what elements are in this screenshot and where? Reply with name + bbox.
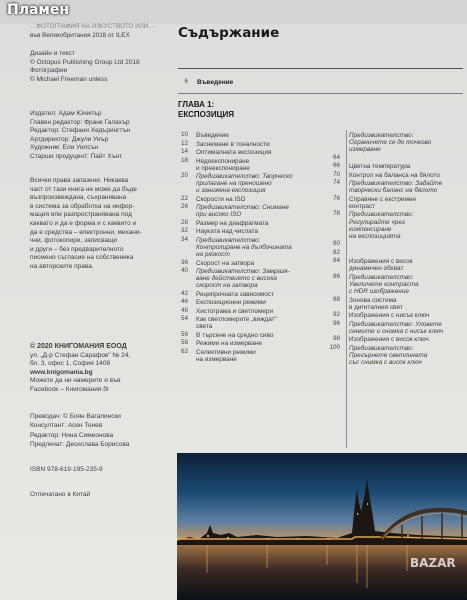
credit-line: © Michael Freeman unless <box>30 75 108 83</box>
toc-page-number: 76 <box>332 194 340 202</box>
toc-entry-label: В търсене на средно сиво <box>196 331 274 339</box>
toc-entry-label: света <box>196 323 213 331</box>
toc-entry-label: Изображения с нисък ключ <box>349 312 430 320</box>
watermark-badge: BAZAR <box>410 556 456 570</box>
toc-entry-label: с HDR изображение <box>349 288 409 295</box>
column-divider <box>346 130 347 448</box>
toc-page-number: 20 <box>180 172 188 180</box>
toc-page-number: 58 <box>180 339 188 347</box>
credit-line: Фотографии <box>30 67 68 75</box>
toc-entry-label: със снимка с висок ключ <box>349 358 422 366</box>
toc-page-number: 22 <box>180 194 188 202</box>
toc-entry-label: Цветна температура <box>349 163 411 171</box>
title-rule <box>178 68 463 69</box>
toc-page-number: 48 <box>180 306 188 314</box>
toc-entry-label: Въведение <box>196 132 229 139</box>
toc-page-number: 64 <box>332 153 340 161</box>
rights-line: каквато и да е форма и с каквито и <box>30 219 137 227</box>
toc-entry-label: Контрол на баланса на бялото <box>349 171 440 179</box>
toc-entry-label: на рязкост <box>196 251 230 259</box>
publisher-line: Можете да ни намерите и във <box>30 377 121 385</box>
rights-line: на авторските права. <box>30 262 94 270</box>
rights-line: да е средства – електронни, механи- <box>30 228 142 236</box>
toc-entry-label: Предизвикателство: <box>349 132 414 139</box>
credit-line: © Octopus Publishing Group Ltd 2018 <box>30 58 140 66</box>
toc-entry-label: Оптималната експозиция <box>196 149 272 156</box>
translation-line: Преводач: © Боян Вагалински <box>30 413 121 420</box>
toc-entry-label: Предизвикателство: <box>349 344 414 352</box>
toc-entry-label: Как светломерите „виждат" <box>196 316 277 324</box>
toc-page-number: 14 <box>180 148 188 155</box>
toc-entry-label: Недоекспониране <box>196 157 250 165</box>
toc-entry-label: Експозиционни режими <box>196 299 266 307</box>
toc-page-number: 34 <box>180 235 188 243</box>
chapter-title: ЕКСПОЗИЦИЯ <box>178 110 234 119</box>
toc-page-number: 86 <box>332 272 340 280</box>
toc-entry-label: Селективни режими <box>196 348 256 356</box>
toc-title: Съдържание <box>178 25 280 41</box>
publisher-line: ул. „Д-р Стефан Сарафов" № 24, <box>30 351 131 359</box>
publisher-line: Facebook – Книгомания.бг <box>30 385 110 393</box>
toc-page-number: 28 <box>180 218 188 226</box>
toc-page-number: 42 <box>180 289 188 297</box>
imprint-top <box>30 22 155 40</box>
rights-line: писмено съгласие на собственика <box>30 254 134 262</box>
staff-line: Старши продуцент: Пайт Хънт <box>30 152 123 160</box>
watermark: Пламен <box>7 2 70 18</box>
toc-entry-label: Скорости на ISO <box>196 195 246 203</box>
imprint-top-line: …ФОТОГРАФИЯ НА ИЗКУСТВОТО ИЛИ… <box>30 23 155 30</box>
toc-page-number: 32 <box>180 227 188 235</box>
toc-entry-label: Хистограма и светломери <box>196 307 274 315</box>
imprint-staff <box>30 110 130 162</box>
toc-entry-label: Предизвикателство: Замразя- <box>196 268 290 276</box>
staff-line: Художник: Ели Уилсън <box>30 144 99 152</box>
credit-line: Дизайн и текст <box>30 50 75 57</box>
toc-entry-label: творчески баланс на бялото <box>349 187 438 195</box>
rights-line: част от тази книга не може да бъде <box>30 185 137 193</box>
toc-page-number: 78 <box>332 210 340 218</box>
toc-entry-label: измерване <box>349 146 381 154</box>
toc-entry-label: компенсиране <box>349 225 392 233</box>
publisher-name: © 2020 КНИГОМАНИЯ ЕООД <box>30 343 127 350</box>
intro-rule <box>178 93 463 94</box>
toc-entry-label: и преекспониране <box>196 164 250 172</box>
toc-page-number: 84 <box>332 257 340 265</box>
toc-entry-label: скорост на затвора <box>196 282 258 290</box>
translation-line: Редактор: Нина Симеонова <box>30 431 114 439</box>
toc-entry-label: Предизвикателство: <box>349 211 414 219</box>
toc-entry-label: на експозицията <box>349 232 401 240</box>
toc-page-number: 98 <box>332 335 340 343</box>
toc-entry-label: Размер на диафрагмата <box>196 219 269 227</box>
toc-page-number: 92 <box>332 311 340 319</box>
rights-line: и други – без предварителното <box>30 245 124 253</box>
staff-line: Редактор: Стефани Хедърингтън <box>30 127 131 135</box>
toc-entry-label: в дигиталния свят <box>349 303 403 311</box>
top-shadow-band <box>0 0 467 24</box>
toc-entry-label: Предизвикателство: Снимане <box>196 204 289 212</box>
rights-line: възпроизвеждана, съхранявана <box>30 194 127 202</box>
toc-page-number: 6 <box>184 78 188 85</box>
toc-page-number: 26 <box>180 203 188 211</box>
toc-entry-label: Предизвикателство: Уловете <box>349 320 442 328</box>
toc-entry-label: Науката над числата <box>196 228 259 236</box>
toc-page-number: 54 <box>180 315 188 323</box>
toc-entry-label: Режими на измерване <box>196 340 262 348</box>
toc-page-number: 62 <box>180 347 188 355</box>
toc-entry-label: Ограничете се до точково <box>349 139 432 147</box>
imprint-rights <box>30 177 142 272</box>
printed-in: Отпечатано в Китай <box>30 491 91 498</box>
toc-page-number: 66 <box>332 162 340 170</box>
rights-line: Всички права запазени. Никаква <box>30 177 129 184</box>
toc-entry-label: Изображения с висок <box>349 258 413 266</box>
publisher-website: www.knigomania.bg <box>30 368 93 376</box>
toc-entry-label: Контролиране на дълбочината <box>196 244 292 251</box>
toc-entry-label: Реципрочната зависимост <box>196 290 274 298</box>
translation-line: Консултант: Асен Тонев <box>30 422 103 430</box>
toc-entry-label: на измерване <box>196 356 237 363</box>
rights-line: в система за обработка на инфор- <box>30 202 135 210</box>
toc-entry-label: Зонова система <box>349 296 397 304</box>
toc-intro-label: Въведение <box>197 79 234 86</box>
toc-page-number: 96 <box>332 319 340 327</box>
toc-page-number: 40 <box>180 267 188 275</box>
toc-page-number: 70 <box>332 170 340 178</box>
rights-line: мация или разпространявана под <box>30 211 132 219</box>
toc-page-number: 12 <box>180 139 188 147</box>
staff-line: Издател: Адам Юнипър <box>30 110 102 117</box>
toc-page-number: 18 <box>180 156 188 164</box>
toc-page-number: 100 <box>329 343 340 351</box>
toc-entry-label: Справяне с екстремен <box>349 195 416 203</box>
toc-page-number: 74 <box>332 179 340 187</box>
toc-entry-label: Скорост на затвора <box>196 259 255 267</box>
toc-entry-label: Предизвикателство: <box>196 236 261 244</box>
staff-line: Артдиректор: Джули Уиър <box>30 135 109 143</box>
chapter-number: ГЛАВА 1: <box>178 100 215 109</box>
toc-entry-label: Увеличете контраста <box>349 280 419 288</box>
toc-page-number: 80 <box>332 240 340 248</box>
toc-entry-label: Изображения с висок ключ <box>349 336 429 344</box>
isbn: ISBN 978-619-195-235-9 <box>30 466 103 473</box>
imprint-translation <box>30 412 129 450</box>
toc-entry-label: Прегърнете светлината <box>349 351 428 359</box>
toc-page-number: 56 <box>180 330 188 338</box>
toc-entry-label: ване действието с висока <box>196 275 277 283</box>
toc-entry-label: прилагане на преношено <box>196 180 272 188</box>
toc-page-number: 82 <box>332 248 340 256</box>
toc-entry-label: сенките и снимка с нисък ключ <box>349 327 444 335</box>
toc-entry-label: Регулирайте чрез <box>349 218 405 226</box>
imprint-credits <box>30 50 140 84</box>
toc-entry-label: Предизвикателство: Творческо <box>196 173 293 181</box>
imprint-publisher <box>30 343 130 395</box>
publisher-line: бл. 3, офис 1, София 1408 <box>30 360 111 368</box>
toc-page-number: 46 <box>180 298 188 306</box>
translation-line: Предпечат: Десислава Борисова <box>30 441 130 449</box>
imprint-top-line: във Великобритания 2018 от ILEX <box>30 32 130 39</box>
toc-page-number: 88 <box>332 295 340 303</box>
chapter-heading <box>178 100 234 120</box>
toc-entry-label: динамичен обхват <box>349 265 404 273</box>
toc-entry-label: Предизвикателство: Задайте <box>349 180 443 188</box>
toc-entry-label: Заснемане в тоналности <box>196 140 270 148</box>
toc-page-number: 10 <box>180 131 188 138</box>
toc-entry-label: при високо ISO <box>196 211 242 219</box>
rights-line: чни, фотокопири, записващи <box>30 237 118 245</box>
toc-entry-label: контраст <box>349 202 376 210</box>
toc-entry-label: и занижена експозиция <box>196 187 266 195</box>
toc-entry-label: Предизвикателство: <box>349 273 414 281</box>
toc-page-number: 36 <box>180 258 188 266</box>
staff-line: Главен редактор: Франк Галахър <box>30 118 130 126</box>
